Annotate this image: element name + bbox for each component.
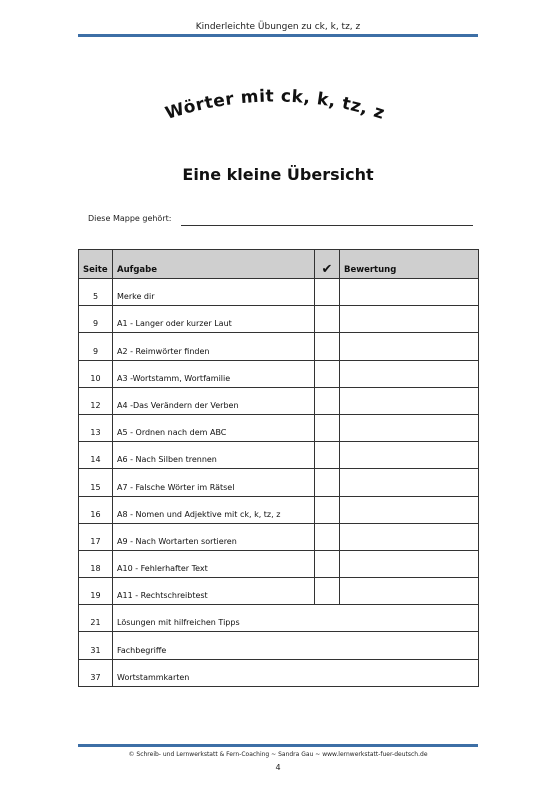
page-subtitle: Eine kleine Übersicht bbox=[182, 165, 374, 184]
row-task: A4 -Das Verändern der Verben bbox=[113, 387, 315, 414]
row-task: A2 - Reimwörter finden bbox=[113, 333, 315, 360]
row-rating-cell[interactable] bbox=[340, 496, 479, 523]
wordart-title bbox=[150, 78, 400, 138]
row-page-number: 9 bbox=[79, 333, 113, 360]
table-row bbox=[79, 442, 479, 469]
row-page-number: 31 bbox=[79, 632, 113, 659]
row-rating-cell[interactable] bbox=[340, 414, 479, 441]
row-check-cell[interactable] bbox=[315, 360, 340, 387]
row-check-cell[interactable] bbox=[315, 414, 340, 441]
row-task: A6 - Nach Silben trennen bbox=[113, 442, 315, 469]
row-page-number: 17 bbox=[79, 523, 113, 550]
row-check-cell[interactable] bbox=[315, 496, 340, 523]
footer-rule bbox=[78, 744, 478, 747]
row-check-cell[interactable] bbox=[315, 442, 340, 469]
table-row bbox=[79, 469, 479, 496]
row-task: A8 - Nomen und Adjektive mit ck, k, tz, z bbox=[113, 496, 315, 523]
row-page-number: 21 bbox=[79, 605, 113, 632]
row-rating-cell[interactable] bbox=[340, 333, 479, 360]
row-page-number: 10 bbox=[79, 360, 113, 387]
header-rule bbox=[78, 34, 478, 37]
table-row bbox=[79, 279, 479, 306]
row-task: A10 - Fehlerhafter Text bbox=[113, 550, 315, 577]
row-page-number: 37 bbox=[79, 659, 113, 686]
owner-name-line[interactable] bbox=[181, 225, 473, 226]
table-row bbox=[79, 333, 479, 360]
table-body bbox=[79, 279, 479, 687]
row-rating-cell[interactable] bbox=[340, 306, 479, 333]
row-check-cell[interactable] bbox=[315, 306, 340, 333]
table-row bbox=[79, 360, 479, 387]
row-task: A5 - Ordnen nach dem ABC bbox=[113, 414, 315, 441]
table-row bbox=[79, 414, 479, 441]
row-task: A9 - Nach Wortarten sortieren bbox=[113, 523, 315, 550]
row-check-cell[interactable] bbox=[315, 550, 340, 577]
table-row bbox=[79, 578, 479, 605]
row-check-cell[interactable] bbox=[315, 279, 340, 306]
row-page-number: 5 bbox=[79, 279, 113, 306]
row-rating-cell[interactable] bbox=[340, 442, 479, 469]
row-check-cell[interactable] bbox=[315, 523, 340, 550]
row-check-cell[interactable] bbox=[315, 578, 340, 605]
table-row bbox=[79, 306, 479, 333]
row-task: A7 - Falsche Wörter im Rätsel bbox=[113, 469, 315, 496]
footer-text: © Schreib- und Lernwerkstatt & Fern-Coaching ~ Sandra Gau ~ www.lernwerkstatt-fuer-deutsch.de bbox=[128, 751, 428, 758]
wordart-text: Wörter mit ck, k, tz, z bbox=[163, 86, 388, 124]
table-row bbox=[79, 550, 479, 577]
row-page-number: 13 bbox=[79, 414, 113, 441]
table-row bbox=[79, 659, 479, 686]
row-check-cell[interactable] bbox=[315, 387, 340, 414]
row-rating-cell[interactable] bbox=[340, 279, 479, 306]
row-page-number: 15 bbox=[79, 469, 113, 496]
row-page-number: 19 bbox=[79, 578, 113, 605]
table-row bbox=[79, 387, 479, 414]
row-page-number: 12 bbox=[79, 387, 113, 414]
header-page: Seite bbox=[79, 250, 113, 279]
table-row bbox=[79, 632, 479, 659]
row-page-number: 14 bbox=[79, 442, 113, 469]
owner-label: Diese Mappe gehört: bbox=[88, 214, 172, 223]
row-task: A1 - Langer oder kurzer Laut bbox=[113, 306, 315, 333]
row-check-cell[interactable] bbox=[315, 333, 340, 360]
row-task: Merke dir bbox=[113, 279, 315, 306]
header-task: Aufgabe bbox=[113, 250, 315, 279]
page-number: 4 bbox=[275, 763, 281, 772]
row-rating-cell[interactable] bbox=[340, 578, 479, 605]
table-row bbox=[79, 523, 479, 550]
row-rating-cell[interactable] bbox=[340, 360, 479, 387]
overview-table bbox=[78, 249, 479, 687]
wordart-svg bbox=[150, 78, 400, 138]
row-page-number: 18 bbox=[79, 550, 113, 577]
table-header-row bbox=[79, 250, 479, 279]
row-check-cell[interactable] bbox=[315, 469, 340, 496]
table-row bbox=[79, 605, 479, 632]
row-rating-cell[interactable] bbox=[340, 550, 479, 577]
row-task: A3 -Wortstamm, Wortfamilie bbox=[113, 360, 315, 387]
header-title: Kinderleichte Übungen zu ck, k, tz, z bbox=[195, 22, 361, 32]
row-rating-cell[interactable] bbox=[340, 387, 479, 414]
row-task: Lösungen mit hilfreichen Tipps bbox=[113, 605, 479, 632]
row-task: Fachbegriffe bbox=[113, 632, 479, 659]
table-row bbox=[79, 496, 479, 523]
row-page-number: 9 bbox=[79, 306, 113, 333]
header-check-icon: ✔ bbox=[315, 250, 340, 279]
row-task: A11 - Rechtschreibtest bbox=[113, 578, 315, 605]
header-rating: Bewertung bbox=[340, 250, 479, 279]
row-rating-cell[interactable] bbox=[340, 523, 479, 550]
row-page-number: 16 bbox=[79, 496, 113, 523]
row-rating-cell[interactable] bbox=[340, 469, 479, 496]
row-task: Wortstammkarten bbox=[113, 659, 479, 686]
